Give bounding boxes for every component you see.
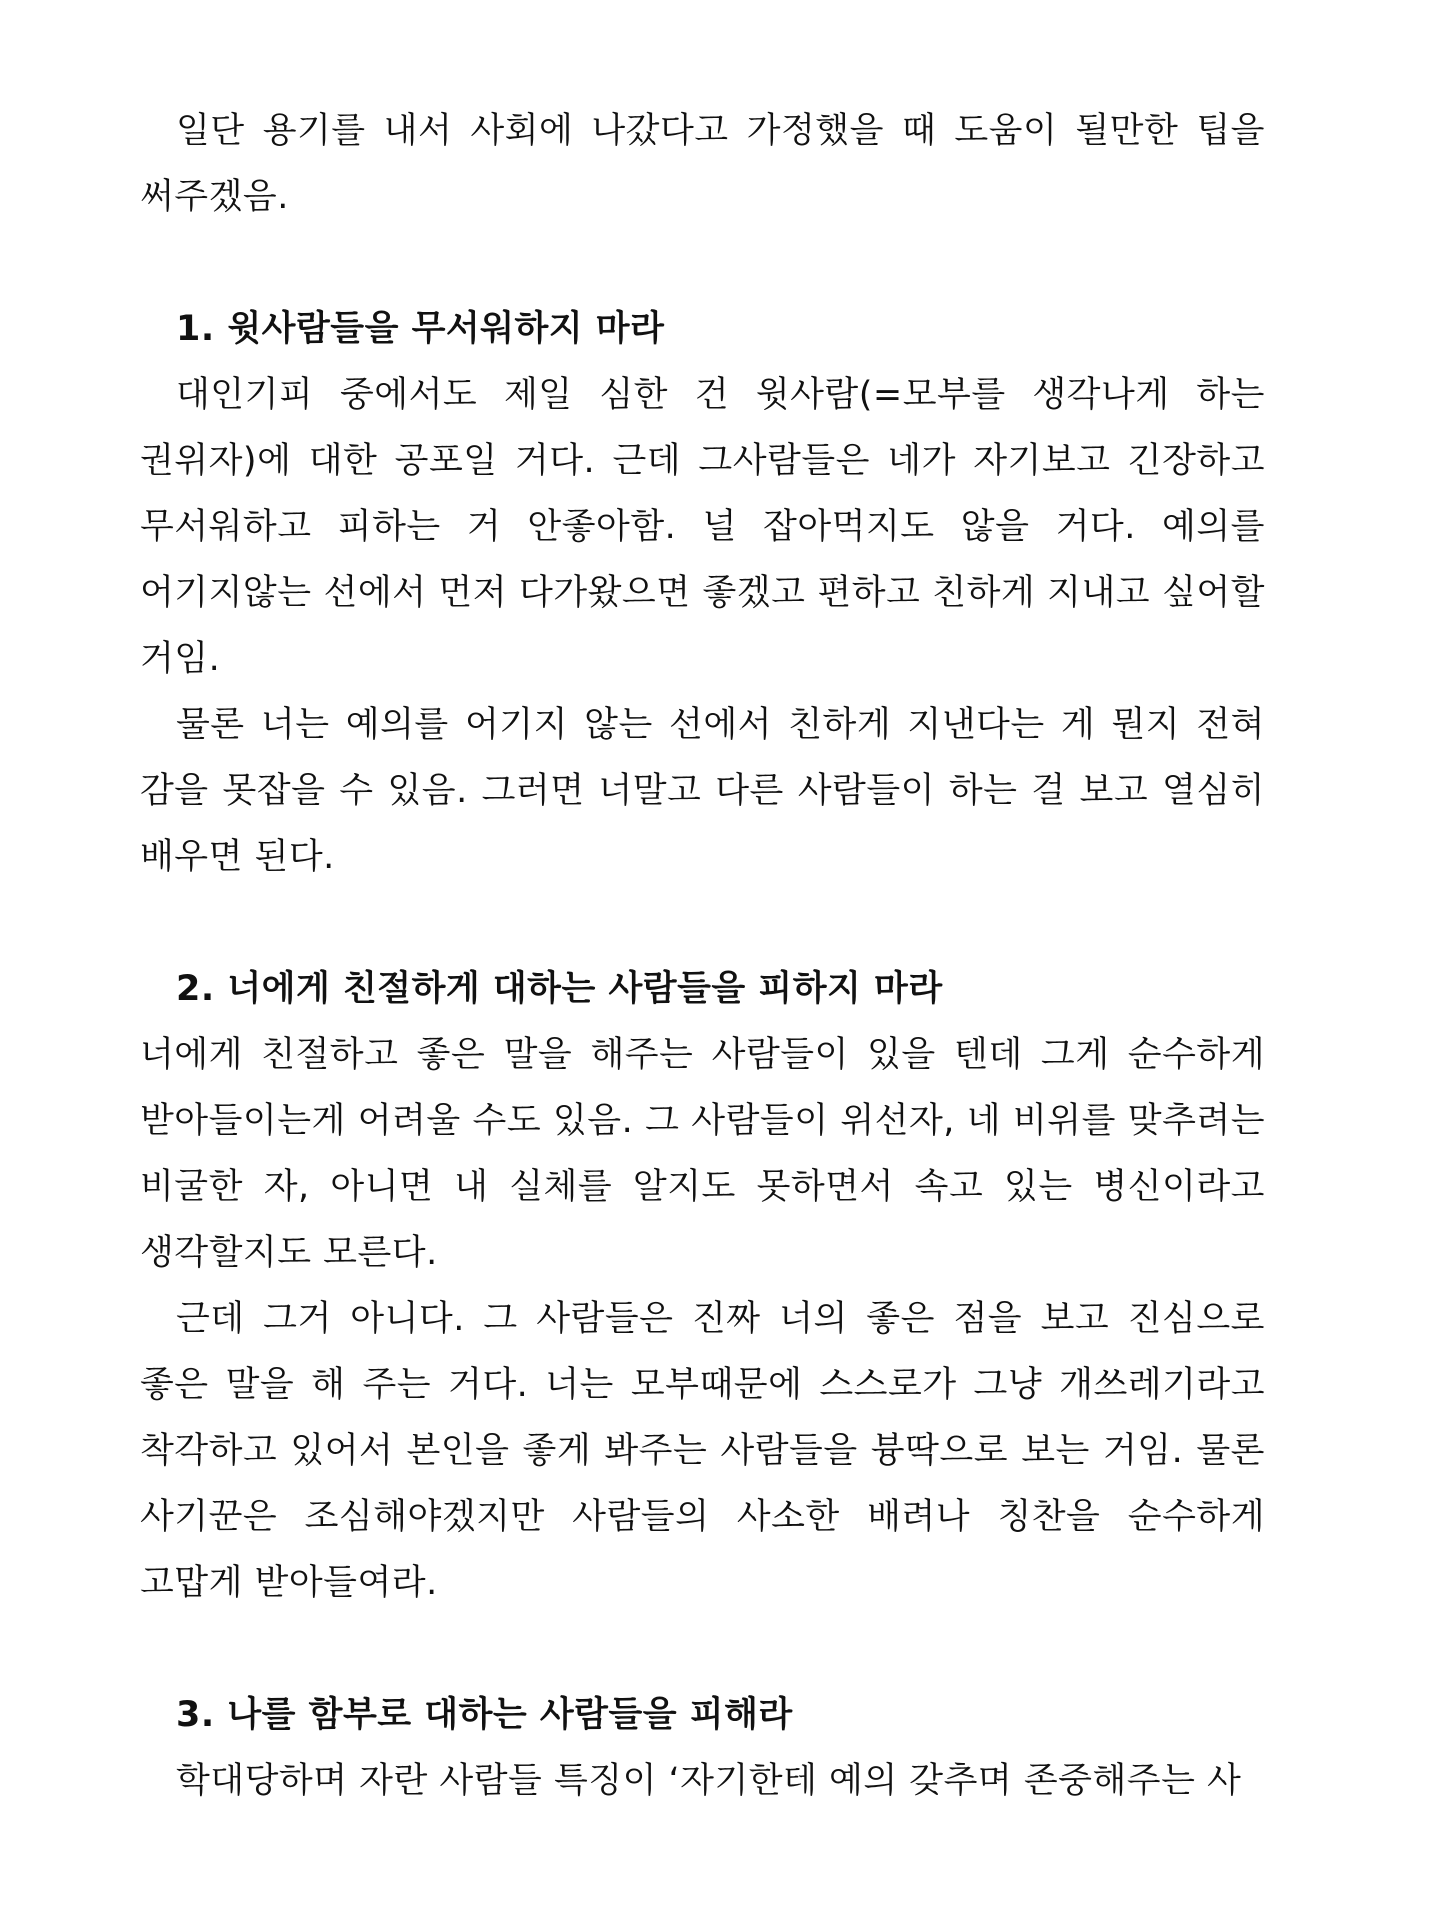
intro-paragraph: 일단 용기를 내서 사회에 나갔다고 가정했을 때 도움이 될만한 팁을 써주겠음. <box>140 111 1265 217</box>
section-2 <box>140 956 1265 1616</box>
spacer <box>140 890 1265 956</box>
document-page <box>140 98 1265 1814</box>
section-heading: 2. 너에게 친절하게 대하는 사람들을 피하지 마라 <box>176 969 943 1009</box>
section-3 <box>140 1682 1265 1814</box>
paragraph: 학대당하며 자란 사람들 특징이 ‘자기한테 예의 갖추며 존중해주는 사 <box>176 1761 1242 1801</box>
paragraph: 너에게 친절하고 좋은 말을 해주는 사람들이 있을 텐데 그게 순수하게 받아들이는게 어려울 수도 있음. 그 사람들이 위선자, 네 비위를 맞추려는 비굴한 자, 아니면 내 실체를 알지도 못하면서 속고 있는 병신이라고 생각할지도 모른다. <box>140 1035 1265 1273</box>
section-heading: 1. 윗사람들을 무서워하지 마라 <box>176 309 665 349</box>
section-1 <box>140 296 1265 890</box>
spacer <box>140 1616 1265 1682</box>
spacer <box>140 230 1265 296</box>
paragraph: 물론 너는 예의를 어기지 않는 선에서 친하게 지낸다는 게 뭔지 전혀 감을 못잡을 수 있음. 그러면 너말고 다른 사람들이 하는 걸 보고 열심히 배우면 된다. <box>140 705 1265 877</box>
paragraph: 근데 그거 아니다. 그 사람들은 진짜 너의 좋은 점을 보고 진심으로 좋은 말을 해 주는 거다. 너는 모부때문에 스스로가 그냥 개쓰레기라고 착각하고 있어서 본인을 좋게 봐주는 사람들을 븅딱으로 보는 거임. 물론 사기꾼은 조심해야겠지만 사람들의 사소한 배려나 칭찬을 순수하게 고맙게 받아들여라. <box>140 1299 1265 1603</box>
paragraph: 대인기피 중에서도 제일 심한 건 윗사람(=모부를 생각나게 하는 권위자)에 대한 공포일 거다. 근데 그사람들은 네가 자기보고 긴장하고 무서워하고 피하는 거 안좋아함. 널 잡아먹지도 않을 거다. 예의를 어기지않는 선에서 먼저 다가왔으면 좋겠고 편하고 친하게 지내고 싶어할 거임. <box>140 375 1265 679</box>
section-heading: 3. 나를 함부로 대하는 사람들을 피해라 <box>176 1695 793 1735</box>
